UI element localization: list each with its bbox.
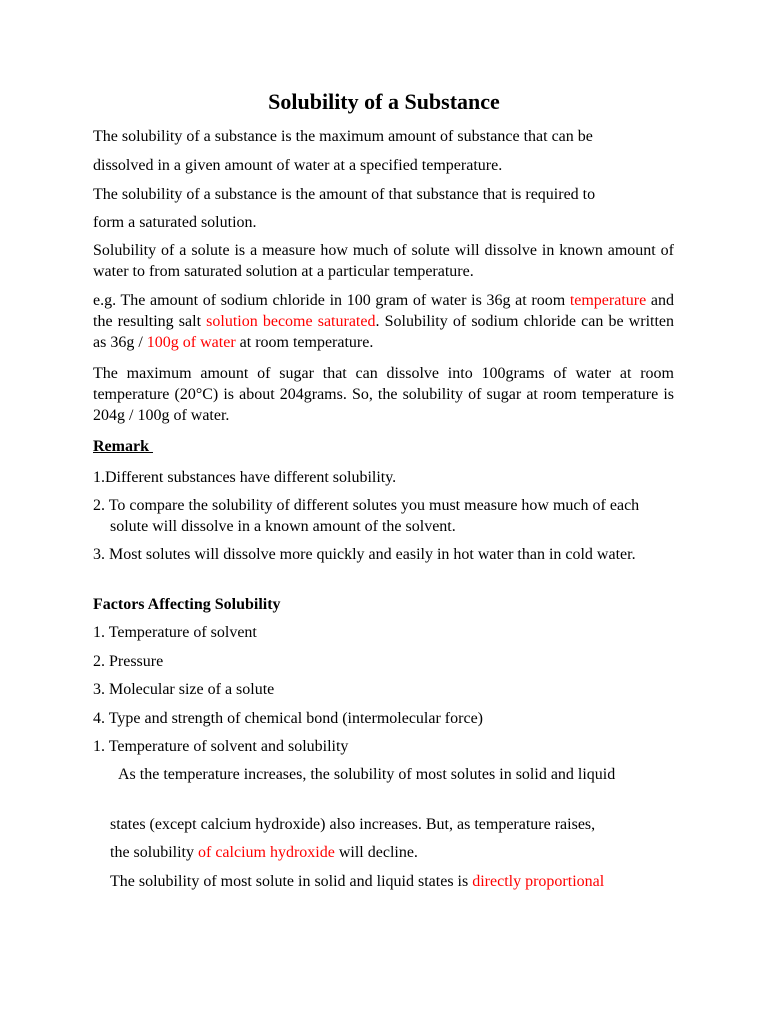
example-highlight-temperature: temperature: [569, 292, 647, 309]
calcium-hydroxide-highlight: of calcium hydroxide: [198, 844, 335, 861]
temperature-text-4a: The solubility of most solute in solid and liquid states is: [110, 873, 473, 890]
temperature-paragraph-3: [110, 842, 674, 863]
factor-item-3: 3. Molecular size of a solute: [93, 681, 275, 698]
definition-3-paragraph: Solubility of a solute is a measure how much of solute will dissolve in known amount of water to from saturated solution at a particular temperature.: [93, 242, 674, 280]
directly-proportional-highlight: directly proportional: [472, 873, 605, 890]
remark-item-3: 3. Most solutes will dissolve more quickly and easily in hot water than in cold water.: [93, 546, 636, 563]
temperature-text-3b: will decline.: [334, 844, 418, 861]
example-text-4: at room temperature.: [235, 334, 374, 351]
temperature-paragraph-2: states (except calcium hydroxide) also increases. But, as temperature raises,: [110, 816, 596, 833]
example-paragraph: [93, 290, 674, 353]
remark-item-2: 2. To compare the solubility of different solutes you must measure how much of each solute will dissolve in a known amount of the solvent.: [93, 497, 640, 535]
example-text-3: . Solubility of sodium chloride can be written as 36g /: [93, 313, 675, 351]
remark-heading: Remark: [93, 438, 153, 455]
definition-1-line-1: The solubility of a substance is the maximum amount of substance that can be: [93, 128, 593, 145]
example-text-1: e.g. The amount of sodium chloride in 100 gram of water is 36g at room: [93, 292, 570, 309]
example-highlight-saturated: solution become saturated: [206, 313, 376, 330]
factor-item-2: 2. Pressure: [93, 653, 164, 670]
remark-item-1: 1.Different substances have different solubility.: [93, 469, 397, 486]
temperature-paragraph-4: [110, 871, 674, 892]
page-title: Solubility of a Substance: [268, 89, 500, 114]
definition-2-line-2: form a saturated solution.: [93, 214, 257, 231]
factors-heading: Factors Affecting Solubility: [93, 596, 281, 613]
section-1-heading: 1. Temperature of solvent and solubility: [93, 738, 349, 755]
definition-2-line-1: The solubility of a substance is the amount of that substance that is required to: [93, 186, 596, 203]
factor-item-1: 1. Temperature of solvent: [93, 624, 257, 641]
example-text-2: and the resulting salt: [93, 292, 674, 330]
factor-item-4: 4. Type and strength of chemical bond (intermolecular force): [93, 710, 483, 727]
sugar-paragraph: The maximum amount of sugar that can dissolve into 100grams of water at room temperature (20°C) is about 204grams. So, the solubility of sugar at room temperature is 204g / 100g of water.: [93, 365, 674, 424]
example-highlight-water: 100g of water: [146, 334, 236, 351]
temperature-text-3a: the solubility: [110, 844, 198, 861]
definition-1-line-2: dissolved in a given amount of water at a specified temperature.: [93, 157, 503, 174]
temperature-paragraph-1: As the temperature increases, the solubility of most solutes in solid and liquid: [118, 766, 616, 783]
